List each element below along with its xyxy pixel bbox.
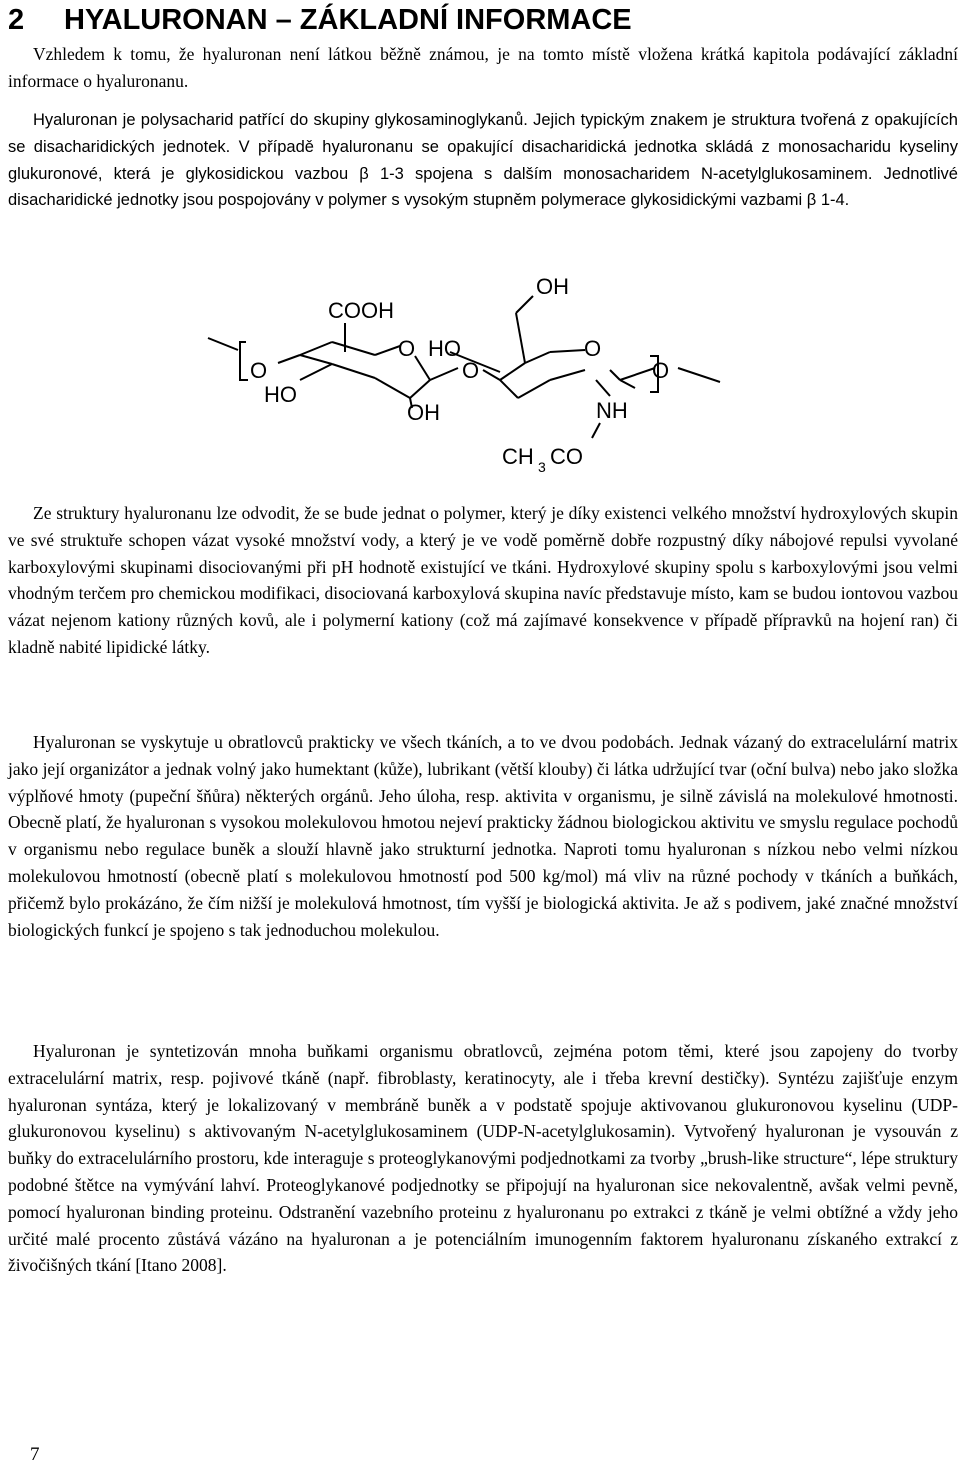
label-o-ring2: O — [584, 336, 602, 361]
occurrence-paragraph — [8, 729, 958, 943]
label-oh-bottom: OH — [407, 400, 440, 425]
label-o-ring1: O — [398, 336, 416, 361]
section-title: HYALURONAN – ZÁKLADNÍ INFORMACE — [64, 4, 632, 36]
properties-paragraph — [8, 500, 958, 661]
section-heading — [8, 0, 632, 40]
intro-text: Vzhledem k tomu, že hyaluronan není látkou běžně známou, je na tomto místě vložena krátká kapitola podávající základní informace o hyaluronanu. — [8, 44, 958, 91]
label-oh-top: OH — [536, 274, 569, 299]
label-co: CO — [550, 444, 583, 469]
label-sub3: 3 — [538, 459, 546, 473]
structure-text: Hyaluronan je polysacharid patřící do skupiny glykosaminoglykanů. Jejich typickým znakem je struktura tvořená z opakujících se disacharidických jednotek. V případě hyaluronanu se opakující disacharidická jednotka skládá z monosacharidu kyseliny glukuronové, která je glykosidickou vazbou β 1-3 spojena s dalším monosacharidem N-acetylglukosaminem. Jednotlivé disacharidické jednotky jsou pospojovány v polymer s vysokým stupněm polymerace glykosidickými vazbami β 1-4. — [8, 111, 958, 210]
label-o-left: O — [250, 358, 268, 383]
section-number: 2 — [8, 4, 25, 36]
synthesis-text: Hyaluronan je syntetizován mnoha buňkami organismu obratlovců, zejména potom těmi, které jsou zapojeny do tvorby extracelulární matrix, resp. pojivové tkáně (např. fibroblasty, keratinocyty, ale i třeba krevní destičky). Syntézu zajišťuje enzym hyaluronan syntáza, který je lokalizovaný v membráně buněk a v podstatě spojuje aktivovanou glukuronovou kyselinu (UDP-glukuronovou kyselinu) s aktivovaným N-acetylglukosaminem (UDP-N-acetylglukosamin). Vytvořený hyaluronan je vysouván z buňky do extracelulárního prostoru, kde interaguje s proteoglykanovými podjednotkami za tvorby „brush-like structure“, lépe struktury podobné štětce na vymývání lahví. Proteoglykanové podjednotky se připojují na hyaluronan sice nekovalentně, avšak velmi pevně, pomocí hyaluronan binding proteinu. Odstranění vazebního proteinu z hyaluronanu po extrakci z tkáně je velmi obtížné a vždy jeho určité malé procento zůstává vázáno na hyaluronan a je potenciálním imunogenním faktorem hyaluronanu získaného extrakcí z živočišných tkání [Itano 2008]. — [8, 1041, 958, 1276]
properties-text: Ze struktury hyaluronanu lze odvodit, že se bude jednat o polymer, který je díky existenci velkého množství hydroxylových skupin ve své struktuře schopen vázat vysoké množství vody, a který je ve vodě poměrně dobře rozpustný díky nábojové repulsi vyvolané karboxylovými skupinami disociovanými při pH hodnotě existující ve tkáni. Hydroxylové skupiny spolu s karboxylovými jsou velmi vhodným terčem pro chemickou modifikaci, disociovaná karboxylová skupina navíc představuje místo, kam se budou iontovou vazbou vázat nejenom kationy různých kovů, ale i polymerní kationy (což má zajímavé konsekvence v případě přípravků na hojení ran) či kladně nabité lipidické látky. — [8, 503, 958, 657]
label-ho-left: HO — [264, 382, 297, 407]
label-nh: NH — [596, 398, 628, 423]
intro-paragraph — [8, 41, 958, 95]
synthesis-paragraph — [8, 1038, 958, 1279]
label-cooh: COOH — [328, 298, 394, 323]
label-ho-mid: HO — [428, 336, 461, 361]
structure-paragraph — [8, 107, 958, 214]
occurrence-text: Hyaluronan se vyskytuje u obratlovců prakticky ve všech tkáních, a to ve dvou podobách. Jednak vázaný do extracelulární matrix jako její organizátor a jednak volný jako humektant (kůže), lubrikant (větší klouby) či látka udržující tvar (oční bulva) nebo jako složka výplňové hmoty (pupeční šňůra) některých orgánů. Jeho úloha, resp. aktivita v organismu, je silně závislá na molekulové hmotnosti. Obecně platí, že hyaluronan s vysokou molekulovou hmotou nejeví prakticky žádnou biologickou aktivitu ve smyslu regulace pochodů v organismu nebo regulace buněk a slouží hlavně jako strukturní jednotka. Naproti tomu hyaluronan s nízkou nebo velmi nízkou molekulovou hmotností (obecně platí s molekulovou hmotností pod 500 kg/mol) má vliv na různé pochody v tkáních a buňkách, přičemž bylo prokázáno, že čím nižší je molekulová hmotnost, tím vyšší je biologická aktivita. Je až s podivem, jaké značné množství biologických funkcí je spojeno s tak jednoduchou molekulou. — [8, 732, 958, 940]
page-number: 7 — [30, 1444, 40, 1465]
label-o-link: O — [462, 358, 480, 383]
label-o-right: O — [652, 358, 670, 383]
label-ch: CH — [502, 444, 534, 469]
hyaluronan-structure-diagram — [200, 268, 740, 473]
